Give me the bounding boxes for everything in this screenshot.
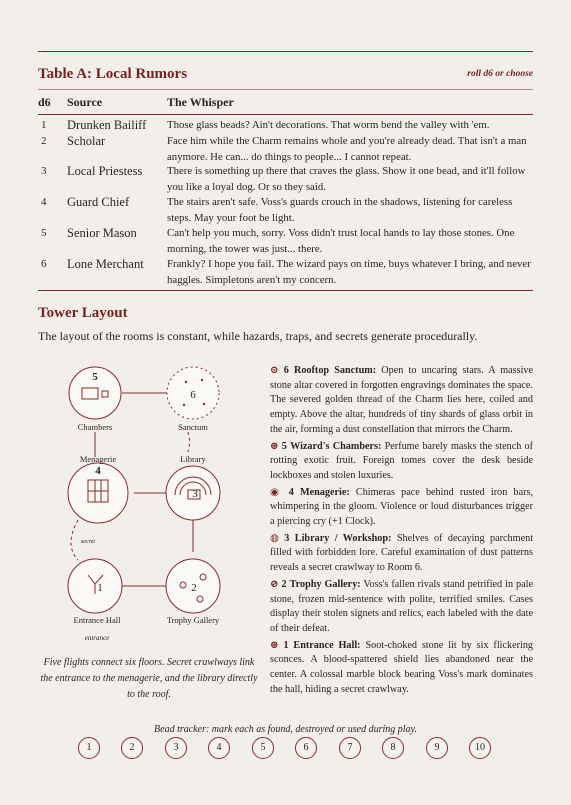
label-trophy-gallery: Trophy Gallery: [166, 615, 220, 625]
room-name: Rooftop Sanctum:: [293, 365, 377, 376]
room-entry: [270, 532, 533, 576]
room-name: Library / Workshop:: [294, 532, 392, 544]
room-number: 5: [281, 440, 287, 452]
room-number: 1: [283, 639, 289, 651]
header-rule: [38, 114, 533, 115]
room-1-number: 1: [97, 582, 103, 594]
room-text: Chimeras pace behind rusted iron bars, whimpering in the gloom. Violence or loud disturbances trigger a piercing cry (+1 Clock).: [270, 486, 534, 528]
room-text: Open to uncaring stars. A massive stone altar covered in forgotten engravings dominates the space. The severed golden thread of the Charm lies here, coiled and empty. Above the altar, hundreds of tiny shards of glass orbit in the air, forming a dust constellation that mirrors the Charm.: [270, 365, 534, 435]
label-entrance: entrance: [84, 634, 110, 642]
room-entry: [270, 578, 533, 637]
bead-checkbox[interactable]: 6: [295, 737, 317, 759]
row-die: 1: [41, 119, 47, 131]
bead-checkbox[interactable]: 7: [339, 737, 361, 759]
hatched-circle-icon: ◍: [270, 532, 279, 544]
label-secret: secret: [80, 539, 96, 545]
label-library: Library: [180, 454, 206, 464]
row-whisper: Those glass beads? Ain't decorations. That worm bend the valley with 'em.: [167, 119, 490, 131]
bead-checkbox[interactable]: 10: [469, 737, 491, 759]
target-icon: ⊙: [270, 365, 279, 376]
row-die: 3: [41, 165, 47, 177]
room-entry: [270, 639, 533, 698]
header-d6: d6: [38, 95, 51, 109]
room-text: Shelves of decaying parchment filled with forbidden lore. Careful examination of dust patterns reveals a secret crawlway to Room 6.: [270, 532, 534, 574]
room-6-number: 6: [190, 389, 196, 401]
header-source: Source: [67, 95, 103, 109]
row-die: 5: [41, 227, 47, 239]
secret-passage: [188, 432, 190, 452]
row-die: 6: [41, 258, 47, 270]
map-caption: Five flights connect six floors. Secret crawlways link the entrance to the menagerie, and the library directly to the roof.: [40, 657, 258, 700]
intro-text: The layout of the rooms is constant, while hazards, traps, and secrets generate procedurally.: [38, 329, 478, 343]
row-whisper: Face him while the Charm remains whole and you're already dead. That isn't a man anymore. He can... do things to people... I cannot repeat.: [167, 135, 527, 163]
roll-note: roll d6 or choose: [467, 69, 533, 79]
star-dot: [185, 381, 187, 383]
room-2-number: 2: [191, 582, 197, 594]
row-whisper: There is something up there that craves the glass. Show it one bead, and it'll follow you like a loyal dog. Or so they said.: [167, 165, 526, 193]
room-text: Voss's fallen rivals stand petrified in pale stone, frozen mid-sentence with polite, terrified smiles. Cases display their stolen signets and relics, each labeled with the date of their defeat.: [270, 578, 534, 634]
bead-tracker-caption: Bead tracker: mark each as found, destroyed or used during play.: [154, 724, 417, 735]
bead-checkbox[interactable]: 3: [165, 737, 187, 759]
room-5-number: 5: [92, 371, 98, 383]
title-rule: [38, 89, 533, 90]
star-dot: [203, 403, 205, 405]
bead-checkbox[interactable]: 8: [382, 737, 404, 759]
label-menagerie: Menagerie: [79, 454, 117, 464]
room-name: Trophy Gallery:: [289, 578, 361, 590]
row-die: 2: [41, 135, 47, 147]
gear-icon: ⊛: [270, 440, 279, 452]
star-dot: [201, 379, 203, 381]
label-entrance-hall: Entrance Hall: [73, 615, 121, 625]
bead-checkbox[interactable]: 1: [78, 737, 100, 759]
bead-tracker: [78, 737, 498, 761]
table-title: Table A: Local Rumors: [38, 66, 188, 82]
room-number: 3: [284, 532, 290, 544]
bead-checkbox[interactable]: 4: [208, 737, 230, 759]
room-number: 4: [288, 486, 294, 498]
room-name: Entrance Hall:: [293, 639, 361, 651]
row-whisper: The stairs aren't safe. Voss's guards crouch in the shadows, listening for careless steps. May your foot be light.: [167, 196, 513, 224]
label-sanctum: Sanctum: [178, 422, 208, 432]
row-source: Scholar: [67, 134, 106, 148]
room-number: 2: [281, 578, 287, 590]
room-entry: [270, 364, 533, 438]
row-die: 4: [41, 196, 47, 208]
room-entry: [270, 440, 533, 484]
room-entry: [270, 486, 533, 530]
row-source: Lone Merchant: [67, 257, 144, 271]
star-dot: [183, 404, 185, 406]
bead-checkbox[interactable]: 2: [121, 737, 143, 759]
row-source: Guard Chief: [67, 195, 130, 209]
room-list: [270, 364, 533, 699]
room-4-number: 4: [95, 465, 101, 477]
room-name: Wizard's Chambers:: [290, 440, 382, 452]
room-number: 6: [283, 365, 289, 376]
room-text: Perfume barely masks the stench of rotting exotic fruit. Foreign tomes cover the desk beside lockboxes and stolen luxuries.: [270, 440, 534, 481]
filled-circle-icon: ◉: [270, 486, 283, 498]
top-rule: [38, 51, 533, 52]
row-whisper: Can't help you much, sorry. Voss didn't trust local hands to lay those stones. One morning, the tower was just... there.: [167, 227, 515, 255]
bead-checkbox[interactable]: 5: [252, 737, 274, 759]
table-bottom-rule: [38, 290, 533, 291]
tower-map: [38, 360, 268, 650]
header-whisper: The Whisper: [167, 95, 234, 109]
room-text: Soot-choked stone lit by six flickering sconces. A blood-spattered shield lies abandoned near the center. A colossal marble block bearing Voss's mark dominates the hall, hiding a secret crawlway.: [270, 639, 534, 695]
room-name: Menagerie:: [299, 486, 350, 498]
room-3-number: 3: [192, 488, 198, 500]
row-source: Senior Mason: [67, 226, 137, 240]
row-source: Local Priestess: [67, 164, 143, 178]
star-circle-icon: ⊛: [270, 639, 279, 651]
label-chambers: Chambers: [77, 422, 113, 432]
secret-passage: [71, 520, 78, 560]
bead-checkbox[interactable]: 9: [426, 737, 448, 759]
slashed-circle-icon: ⊘: [270, 578, 279, 590]
row-source: Drunken Bailiff: [67, 118, 147, 132]
section-title: Tower Layout: [38, 305, 128, 321]
row-whisper: Frankly? I hope you fail. The wizard pays on time, buys whatever I bring, and never haggles. Simpletons aren't my concern.: [167, 258, 531, 286]
